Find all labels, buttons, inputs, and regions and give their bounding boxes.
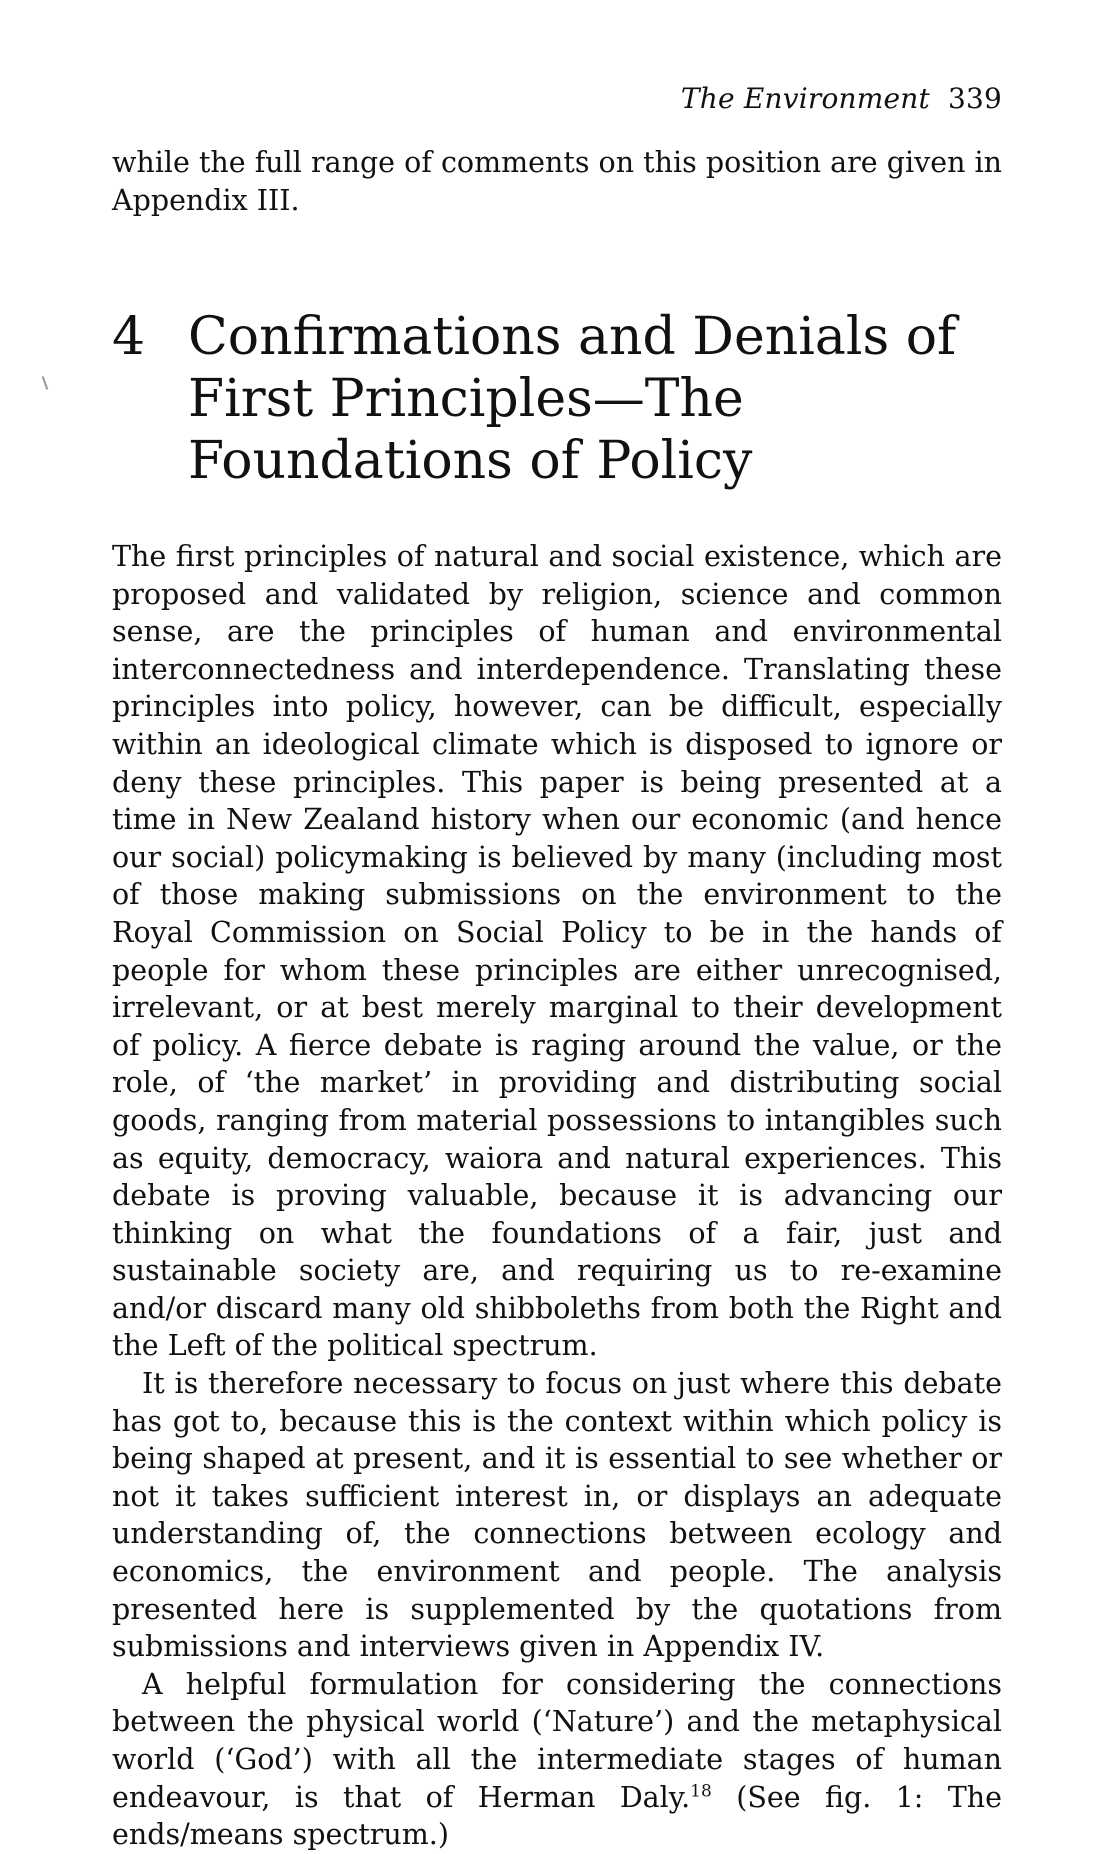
- stray-print-mark: [42, 376, 49, 390]
- footnote-reference[interactable]: 18: [690, 1781, 712, 1802]
- paragraph-3-text-end: (See fig. 1: The ends/means spectrum.): [112, 1780, 1003, 1852]
- paragraph-3: [112, 1666, 1002, 1854]
- section-title: Confirmations and Denials of First Principles—The Foundations of Policy: [188, 307, 957, 491]
- paragraph-1: The first principles of natural and social existence, which are proposed and validated by religion, science and common sense, are the principles of human and environmental interconnectedness and interdependence. Translating these principles into policy, however, can be difficult, especially within an ideological climate which is disposed to ignore or deny these principles. This paper is being presented at a time in New Zealand history when our economic (and hence our social) policymaking is believed by many (including most of those making submissions on the environment to the Royal Commission on Social Policy to be in the hands of people for whom these principles are either unrecognised, irrelevant, or at best merely marginal to their development of policy. A fierce debate is raging around the value, or the role, of ‘the market’ in providing and distributing social goods, ranging from material possessions to intangibles such as equity, democracy, waiora and natural experiences. This debate is proving valuable, because it is advancing our thinking on what the foundations of a fair, just and sustainable society are, and requiring us to re-examine and/or discard many old shibboleths from both the Right and the Left of the political spectrum.: [112, 540, 1002, 1363]
- section-heading: [112, 306, 1002, 492]
- page-number: 339: [947, 82, 1002, 115]
- paragraph-3-text: A helpful formulation for considering the connections between the physical world (‘Nature’) and the metaphysical world (‘God’) with all the intermediate stages of human endeavour, is that of Herman Daly.: [112, 1667, 1002, 1814]
- paragraph-2: It is therefore necessary to focus on just where this debate has got to, because this is the context within which policy is being shaped at present, and it is essential to see whether or not it takes sufficient interest in, or displays an adequate understanding of, the connections between ecology and economics, the environment and people. The analysis presented here is supplemented by the quotations from submissions and interviews given in Appendix IV.: [112, 1367, 1002, 1664]
- running-head: [681, 82, 1002, 115]
- intro-paragraph: while the full range of comments on this position are given in Appendix III.: [112, 146, 1002, 217]
- body-text: [112, 538, 1002, 1854]
- running-head-title: The Environment: [680, 82, 930, 115]
- section-number: 4: [112, 307, 146, 367]
